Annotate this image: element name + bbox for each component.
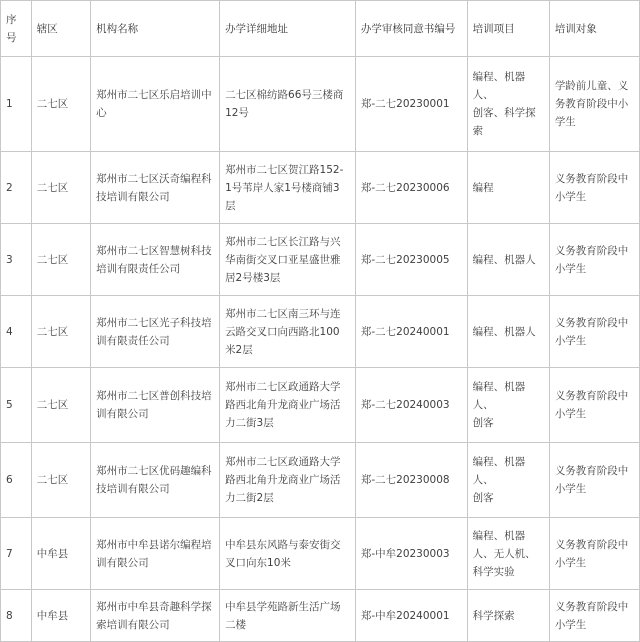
cell-approval-number: 郑-二七20240001 [355,296,467,368]
cell-approval-number: 郑-二七20230008 [355,443,467,518]
table-row [1,368,640,443]
table-row [1,590,640,642]
cell-approval-number: 郑-二七20230005 [355,224,467,296]
cell-approval-number: 郑-二七20230006 [355,152,467,224]
header-training-project: 培训项目 [467,1,549,57]
table-row [1,152,640,224]
cell-serial-number: 2 [1,152,32,224]
cell-address: 中牟县东风路与泰安街交叉口向东10米 [220,518,356,590]
cell-serial-number: 3 [1,224,32,296]
cell-address: 郑州市二七区贺江路152-1号苇岸人家1号楼商铺3层 [220,152,356,224]
cell-district: 二七区 [31,296,90,368]
table-row [1,518,640,590]
cell-district: 二七区 [31,152,90,224]
cell-training-project: 编程、机器人、 创客 [467,368,549,443]
cell-district: 二七区 [31,368,90,443]
cell-institution-name: 郑州市二七区普创科技培训有限公司 [91,368,220,443]
cell-training-target: 义务教育阶段中小学生 [549,368,639,443]
cell-training-project: 编程、机器人、 创客 [467,443,549,518]
cell-serial-number: 7 [1,518,32,590]
cell-approval-number: 郑-二七20230001 [355,57,467,152]
cell-district: 二七区 [31,224,90,296]
cell-institution-name: 郑州市中牟县奇趣科学探索培训有限公司 [91,590,220,642]
cell-training-target: 义务教育阶段中小学生 [549,518,639,590]
cell-institution-name: 郑州市二七区优码趣编科技培训有限公司 [91,443,220,518]
cell-training-target: 学龄前儿童、义务教育阶段中小学生 [549,57,639,152]
cell-approval-number: 郑-中牟20230003 [355,518,467,590]
table-row [1,443,640,518]
header-district: 辖区 [31,1,90,57]
cell-address: 中牟县学苑路新生活广场二楼 [220,590,356,642]
header-institution-name: 机构名称 [91,1,220,57]
cell-institution-name: 郑州市二七区智慧树科技培训有限责任公司 [91,224,220,296]
cell-training-target: 义务教育阶段中小学生 [549,443,639,518]
cell-address: 郑州市二七区南三环与连云路交叉口向西路北100米2层 [220,296,356,368]
cell-training-target: 义务教育阶段中小学生 [549,224,639,296]
cell-district: 中牟县 [31,518,90,590]
cell-training-project: 编程 [467,152,549,224]
cell-serial-number: 4 [1,296,32,368]
cell-district: 二七区 [31,443,90,518]
header-address: 办学详细地址 [220,1,356,57]
cell-serial-number: 5 [1,368,32,443]
cell-district: 二七区 [31,57,90,152]
cell-approval-number: 郑-二七20240003 [355,368,467,443]
table-header-row [1,1,640,57]
header-approval-number: 办学审核同意书编号 [355,1,467,57]
cell-address: 郑州市二七区政通路大学路西北角升龙商业广场活力二街3层 [220,368,356,443]
cell-serial-number: 8 [1,590,32,642]
cell-approval-number: 郑-中牟20240001 [355,590,467,642]
cell-serial-number: 6 [1,443,32,518]
cell-training-project: 编程、机器人、 创客、科学探索 [467,57,549,152]
cell-district: 中牟县 [31,590,90,642]
cell-training-target: 义务教育阶段中小学生 [549,590,639,642]
header-training-target: 培训对象 [549,1,639,57]
cell-address: 郑州市二七区长江路与兴华南街交叉口亚星盛世雅居2号楼3层 [220,224,356,296]
cell-institution-name: 郑州市中牟县诺尔编程培训有限公司 [91,518,220,590]
cell-serial-number: 1 [1,57,32,152]
table-row [1,296,640,368]
header-serial-number: 序号 [1,1,32,57]
cell-training-project: 编程、机器人、无人机、科学实验 [467,518,549,590]
cell-institution-name: 郑州市二七区乐启培训中心 [91,57,220,152]
cell-training-target: 义务教育阶段中小学生 [549,152,639,224]
cell-training-project: 科学探索 [467,590,549,642]
cell-training-project: 编程、机器人 [467,224,549,296]
cell-institution-name: 郑州市二七区光子科技培训有限责任公司 [91,296,220,368]
cell-training-target: 义务教育阶段中小学生 [549,296,639,368]
cell-address: 二七区棉纺路66号三楼商12号 [220,57,356,152]
cell-training-project: 编程、机器人 [467,296,549,368]
cell-address: 郑州市二七区政通路大学路西北角升龙商业广场活力二街2层 [220,443,356,518]
table-row [1,57,640,152]
table-row [1,224,640,296]
cell-institution-name: 郑州市二七区沃奇编程科技培训有限公司 [91,152,220,224]
